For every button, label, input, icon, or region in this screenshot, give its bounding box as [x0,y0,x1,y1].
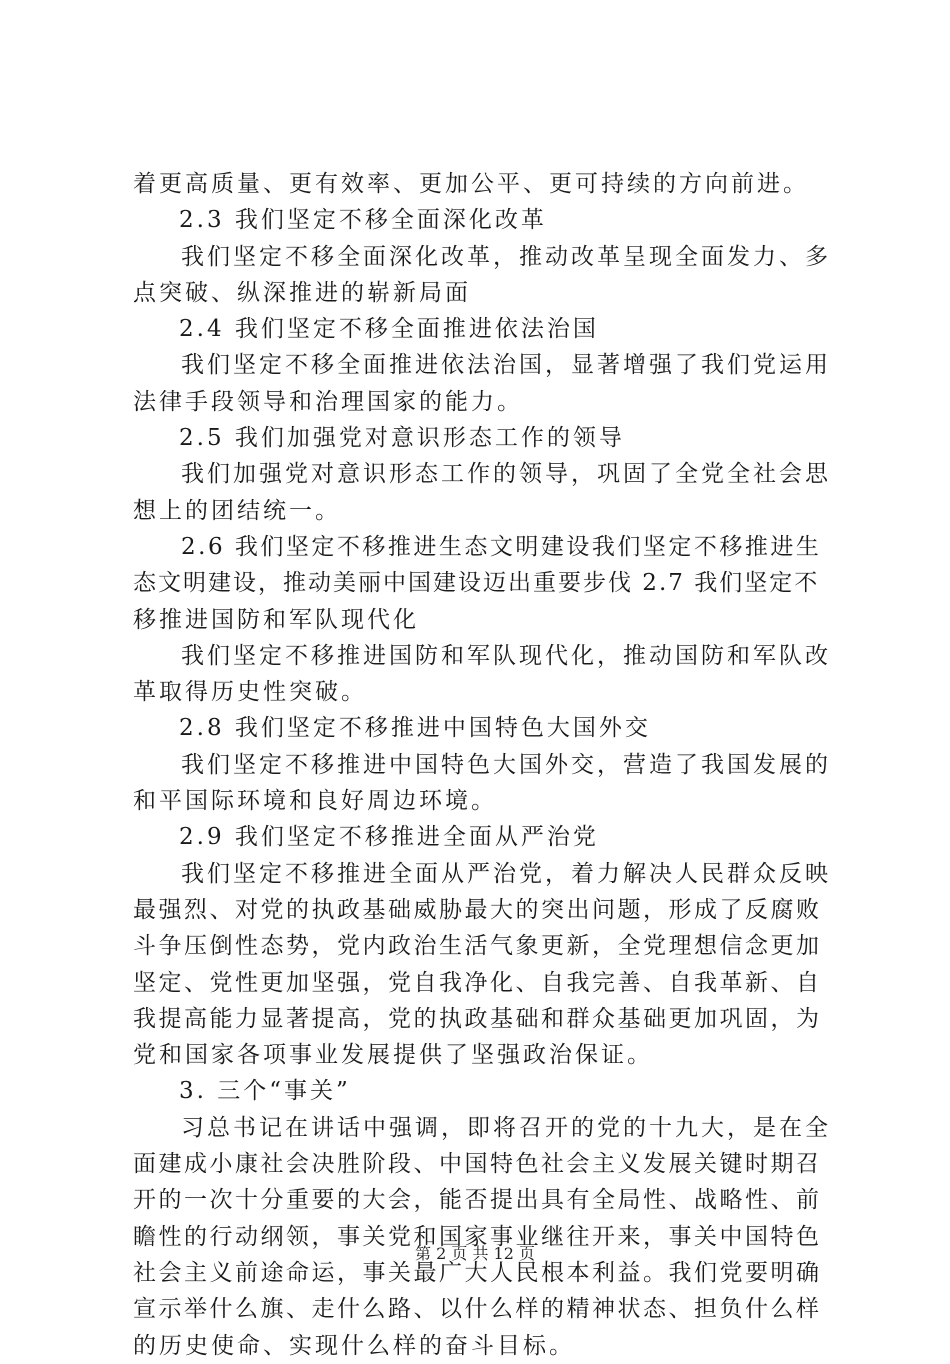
text-line: 想上的团结统一。 [133,497,341,524]
text-line: 我们坚定不移全面深化改革，推动改革呈现全面发力、多 [181,243,831,270]
section-heading: 2.5 我们加强党对意识形态工作的领导 [179,425,625,452]
text-line: 移推进国防和军队现代化 [133,606,419,633]
text-line: 社会主义前途命运，事关最广大人民根本利益。我们党要明确 [133,1259,822,1286]
text-line: 革取得历史性突破。 [133,679,367,706]
text-line: 的历史使命、实现什么样的奋斗目标。 [133,1332,575,1359]
text-line: 面建成小康社会决胜阶段、中国特色社会主义发展关键时期召 [133,1151,822,1178]
text-line: 我们坚定不移推进中国特色大国外交，营造了我国发展的 [181,751,831,778]
text-line: 坚定、党性更加坚强，党自我净化、自我完善、自我革新、自 [133,969,822,996]
document-body [133,166,833,1364]
text-line: 和平国际环境和良好周边环境。 [133,788,497,815]
text-line: 着更高质量、更有效率、更加公平、更可持续的方向前进。 [133,171,809,197]
text-line: 我提高能力显著提高，党的执政基础和群众基础更加巩固，为 [133,1005,822,1032]
text-line: 开的一次十分重要的大会，能否提出具有全局性、战略性、前 [133,1187,822,1214]
text-line: 我们坚定不移推进全面从严治党，着力解决人民群众反映 [181,860,831,887]
text-line: 斗争压倒性态势，党内政治生活气象更新，全党理想信念更加 [133,933,822,960]
text-line: 党和国家各项事业发展提供了坚强政治保证。 [133,1042,653,1069]
text-line: 我们加强党对意识形态工作的领导，巩固了全党全社会思 [181,461,831,488]
text-line: 我们坚定不移推进国防和军队现代化，推动国防和军队改 [181,642,831,669]
text-line: 我们坚定不移全面推进依法治国，显著增强了我们党运用 [181,352,831,379]
text-line: 宣示举什么旗、走什么路、以什么样的精神状态、担负什么样 [133,1296,822,1323]
section-heading: 2.4 我们坚定不移全面推进依法治国 [179,316,599,343]
text-line: 最强烈、对党的执政基础威胁最大的突出问题，形成了反腐败 [133,896,822,923]
section-heading: 2.9 我们坚定不移推进全面从严治党 [179,824,599,851]
section-heading: 2.8 我们坚定不移推进中国特色大国外交 [179,715,651,742]
text-line: 习总书记在讲话中强调，即将召开的党的十九大，是在全 [181,1114,831,1141]
text-line: 瞻性的行动纲领，事关党和国家事业继往开来，事关中国特色 [133,1223,822,1250]
text-line: 法律手段领导和治理国家的能力。 [133,388,523,415]
text-line: 2.6 我们坚定不移推进生态文明建设我们坚定不移推进生 [181,533,822,560]
section-heading: 2.3 我们坚定不移全面深化改革 [179,207,547,234]
page-footer: 第 2 页 共 12 页 [415,1244,535,1263]
text-line: 点突破、纵深推进的崭新局面 [133,279,471,306]
section-heading: 3. 三个“事关” [179,1078,351,1105]
text-line: 态文明建设，推动美丽中国建设迈出重要步伐 2.7 我们坚定不 [133,570,820,597]
